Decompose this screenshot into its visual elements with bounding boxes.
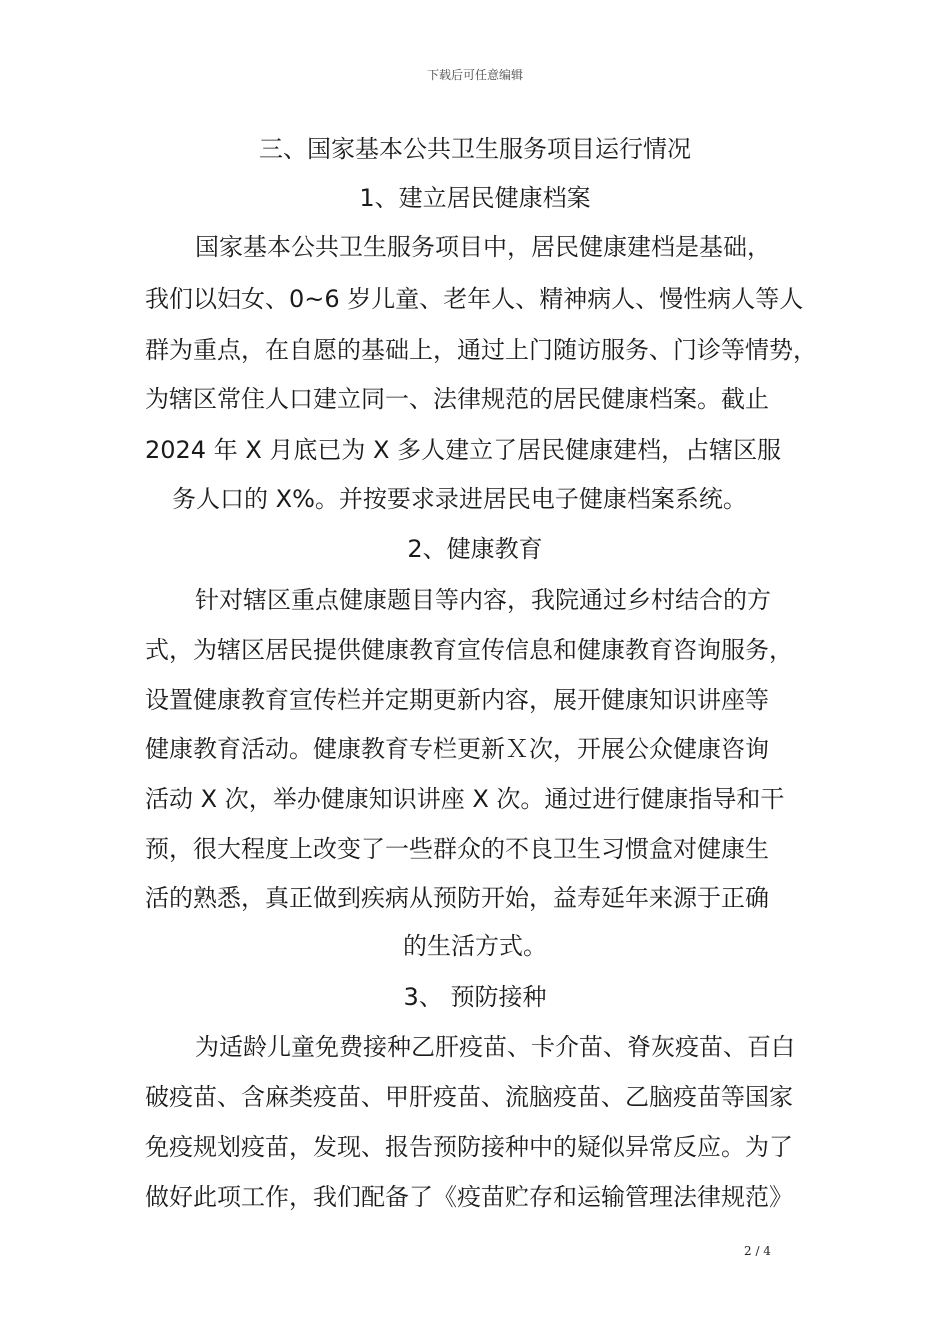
subsection-title-3: 3、 预防接种 (403, 983, 547, 1011)
paragraph-line: 务人口的 X%。并按要求录进居民电子健康档案系统。 (172, 485, 747, 513)
paragraph-line: 设置健康教育宣传栏并定期更新内容，展开健康知识讲座等 (145, 686, 769, 714)
section-title: 三、国家基本公共卫生服务项目运行情况 (259, 135, 691, 163)
paragraph-line: 群为重点，在自愿的基础上，通过上门随访服务、门诊等情势， (145, 336, 817, 364)
paragraph-line: 活动 X 次，举办健康知识讲座 X 次。通过进行健康指导和干 (145, 785, 785, 813)
paragraph-line: 国家基本公共卫生服务项目中，居民健康建档是基础， (195, 233, 771, 261)
paragraph-line: 针对辖区重点健康题目等内容，我院通过乡村结合的方 (195, 586, 771, 614)
paragraph-line: 活的熟悉，真正做到疾病从预防开始，益寿延年来源于正确 (145, 884, 769, 912)
paragraph-line: 预，很大程度上改变了一些群众的不良卫生习惯盒对健康生 (145, 835, 769, 863)
subsection-title-2: 2、健康教育 (407, 535, 543, 563)
paragraph-line: 健康教育活动。健康教育专栏更新Ｘ次，开展公众健康咨询 (145, 735, 769, 763)
subsection-title-1: 1、建立居民健康档案 (359, 184, 591, 212)
paragraph-line: 我们以妇女、0~6 岁儿童、老年人、精神病人、慢性病人等人 (145, 285, 804, 313)
paragraph-line: 免疫规划疫苗，发现、报告预防接种中的疑似异常反应。为了 (145, 1133, 793, 1161)
header-note: 下载后可任意编辑 (426, 68, 523, 82)
paragraph-line: 做好此项工作，我们配备了《疫苗贮存和运输管理法律规范》 (145, 1183, 793, 1211)
paragraph-line: 为适龄儿童免费接种乙肝疫苗、卡介苗、脊灰疫苗、百白 (195, 1033, 795, 1061)
page-number: 2 / 4 (744, 1244, 771, 1258)
paragraph-line: 破疫苗、含麻类疫苗、甲肝疫苗、流脑疫苗、乙脑疫苗等国家 (145, 1083, 793, 1111)
paragraph-line: 为辖区常住人口建立同一、法律规范的居民健康档案。截止 (145, 385, 769, 413)
paragraph-line: 的生活方式。 (403, 932, 547, 960)
paragraph-line: 式，为辖区居民提供健康教育宣传信息和健康教育咨询服务， (145, 636, 793, 664)
paragraph-line: 2024 年 X 月底已为 X 多人建立了居民健康建档，占辖区服 (145, 436, 782, 464)
